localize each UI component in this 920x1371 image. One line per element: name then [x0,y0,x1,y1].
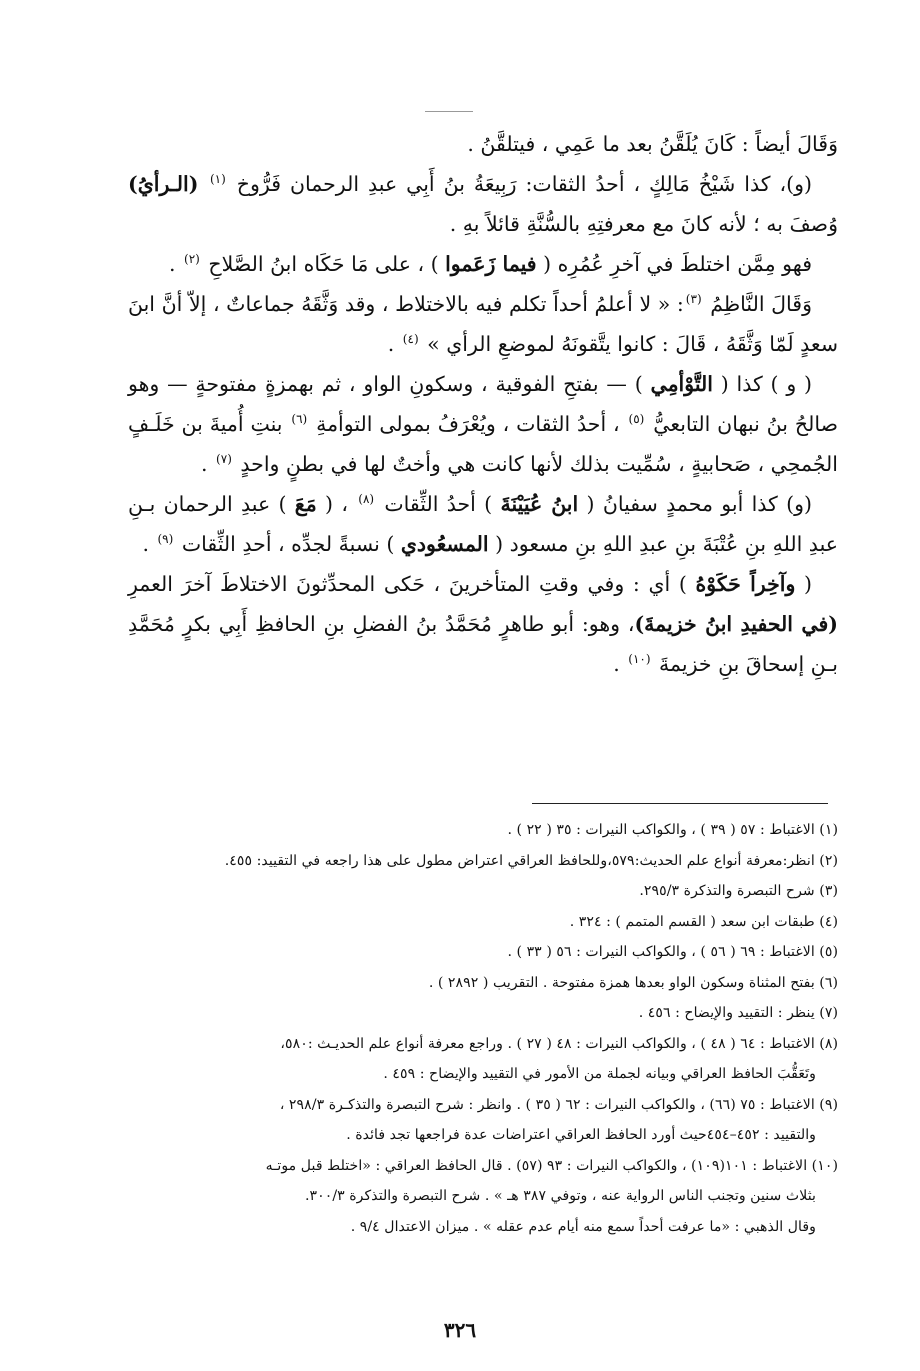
footnote-separator [532,803,828,804]
paragraph-3: فهو مِمَّن اختلطَ في آخرِ عُمُرِه ( فيما زَعَموا ) ، على مَا حَكَاه ابنُ الصَّلاحِ $^{(٢)}$ . [168,252,812,276]
footnote-5: (٥) الاغتباط : ٦٩ ( ٥٦ ) ، والكواكب النيرات : ٥٦ ( ٣٣ ) . [507,944,838,960]
footnote-ref[interactable]: (٢) [184,252,200,267]
paragraph-2: (و)، كذا شَيْخُ مَالِكٍ ، أحدُ الثقات: رَبِيعَةُ بنُ أَبِي عبدِ الرحمان فَرُّوخ $^{(١)}$ (الـرأيُ) وُصفَ به ؛ لأنه كانَ مع معرفتِهِ بالسُّنَّةِ قائلاً بهِ . [128,172,838,236]
footnote-ref[interactable]: (٣) [685,292,702,307]
footnote-7: (٧) ينظر : التقييد والإيضاح : ٤٥٦ . [638,1005,838,1021]
footnote-9: (٩) الاغتباط : ٧٥ (٦٦) ، والكواكب النيرات : ٦٢ ( ٣٥ ) . وانظر : شرح التبصرة والتذكـرة ٢٩٨/٣ ، والتقييد : ٤٥٢–٤٥٤حيث أورد الحافظ العراقي اعتراضات عدة فراجعها تجد فائدة . [279,1096,838,1143]
paragraph-4: وَقَالَ النَّاظِمُ $^{(٣)}$: « لا أعلمُ أحداً تكلم فيه بالاختلاط ، وقد وَثَّقَهُ جماعاتٌ ، إلاّ أنَّ ابنَ سعدٍ لَمّا وَثَّقَهُ ، قَالَ : كانوا يتَّقونَهُ لموضعِ الرأي » $^{(٤)}$ . [128,292,838,356]
footnote-6: (٦) بفتح المثناة وسكون الواو بعدها همزة مفتوحة . التقريب ( ٢٨٩٢ ) . [428,974,838,991]
paragraph-1: وَقَالَ أيضاً : كَانَ يُلَقَّنُ بعد ما عَمِي ، فيتلقَّنُ . [467,132,838,156]
footnote-8: (٨) الاغتباط : ٦٤ ( ٤٨ ) ، والكواكب النيرات : ٤٨ ( ٢٧ ) . وراجع معرفة أنواع علم الحديـث :٥٨٠، وتَعَقُّبَ الحافظ العراقي وبيانه لجملة من الأمور في التقييد والإيضاح : ٤٥٩ . [280,1035,838,1082]
main-text [128,124,838,684]
footnotes [128,815,838,1242]
paragraph-7: ( وآخِراً حَكَوْهُ ) أي : وفي وقتِ المتأخرينَ ، حَكى المحدِّثونَ الاختلاطَ آخرَ العمرِ (في الحفيدِ ابنُ خزيمةَ)، وهو: أبو طاهرٍ مُحَمَّدُ بنُ الفضلِ بنِ الحافظِ أَبِي بكرٍ مُحَمَّدِ بـنِ إسحاقَ بنِ خزيمةَ $^{(١٠)}$ . [128,572,838,676]
footnote-10: (١٠) الاغتباط : ١٠١(١٠٩) ، والكواكب النيرات : ٩٣ (٥٧) . قال الحافظ العراقي : «اختلط قبل موتـه بثلاث سنين وتجنب الناس الرواية عنه ، وتوفي ٣٨٧ هـ » . شرح التبصرة والتذكرة ٣٠٠/٣. وقال الذهبي : «ما عرفت أحداً سمع منه أيام عدم عقله » . ميزان الاعتدال ٩/٤ . [265,1157,838,1235]
footnote-1: (١) الاغتباط : ٥٧ ( ٣٩ ) ، والكواكب النيرات : ٣٥ ( ٢٢ ) . [507,822,838,838]
footnote-4: (٤) طبقات ابن سعد ( القسم المتمم ) : ٣٢٤ . [569,913,838,930]
footnote-3: (٣) شرح التبصرة والتذكرة ٢٩٥/٣. [639,883,838,899]
footnote-ref[interactable]: (١) [209,172,226,187]
paragraph-5: ( و ) كذا ( التَّوْأمِي ) — بفتحِ الفوقية ، وسكونِ الواو ، ثم بهمزةٍ مفتوحةٍ — وهو صالحُ بنُ نبهان التابعيُّ $^{(٥)}$ ، أحدُ الثقات ، ويُعْرَفُ بمولى التوأمةِ $^{(٦)}$ بنتِ أُميةَ بن خَلَـفٍ الجُمحِي ، صَحابيةٍ ، سُمِّيت بذلك لأنها كانت هي وأختٌ لها في بطنٍ واحدٍ $^{(٧)}$ . [128,372,838,476]
footnote-ref[interactable]: (٩) [157,532,174,547]
top-mark [425,111,473,112]
footnote-ref[interactable]: (٤) [402,332,419,347]
footnote-ref[interactable]: (٥) [628,412,645,427]
footnote-ref[interactable]: (٨) [358,492,375,507]
footnote-ref[interactable]: (٧) [216,452,232,467]
footnote-2: (٢) انظر:معرفة أنواع علم الحديث:٥٧٩،وللحافظ العراقي اعتراض مطول على هذا راجعه في التقييد: ٤٥٥. [224,852,838,869]
footnote-ref[interactable]: (١٠) [628,652,651,667]
paragraph-6: (و) كذا أبو محمدٍ سفيانُ ( ابنُ عُيَيْنَةَ ) أحدُ الثِّقات $^{(٨)}$ ، ( مَعَ ) عبدِ الرحمان بـنِ عبدِ اللهِ بنِ عُتْبَةَ بنِ عبدِ اللهِ بنِ مسعود ( المسعُودي ) نسبةً لجدِّه ، أحدِ الثِّقات $^{(٩)}$ . [128,492,838,556]
page-number: ٣٢٦ [443,1318,477,1342]
footnote-ref[interactable]: (٦) [291,412,308,427]
